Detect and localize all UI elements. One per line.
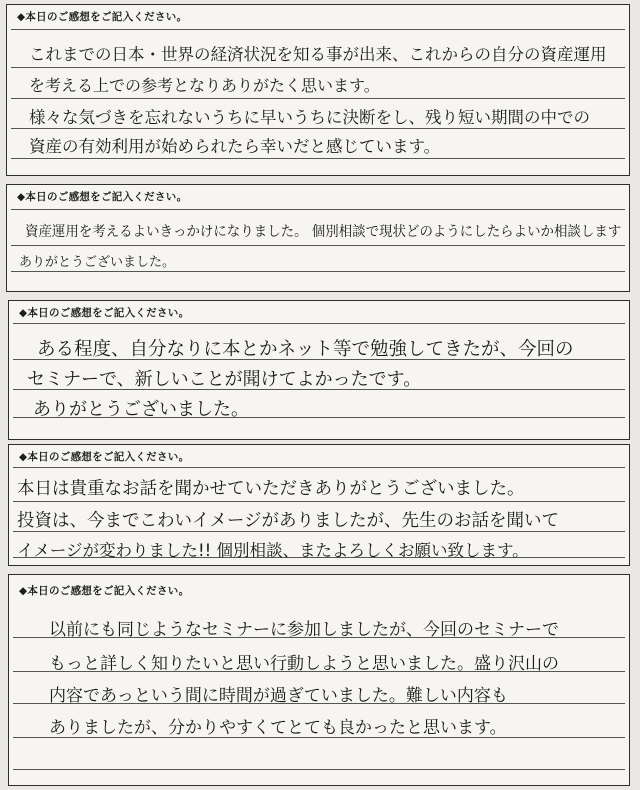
feedback-card-1: [6, 4, 630, 176]
handwritten-line: ある程度、自分なりに本とかネット等で勉強してきたが、今回の: [37, 339, 574, 360]
feedback-card-5: [8, 574, 630, 786]
handwritten-line: 以前にも同じようなセミナーに参加しましたが、今回のセミナーで: [49, 620, 559, 640]
handwritten-line: 資産運用を考えるよいきっかけになりました。 個別相談で現状どのようにしたらよいか相談します: [25, 224, 622, 240]
handwritten-line: これまでの日本・世界の経済状況を知る事が出来、これからの自分の資産運用: [29, 45, 607, 64]
handwritten-line: ありがとうございました。: [19, 255, 176, 270]
card-prompt: ◆本日のご感想をご記入ください。: [19, 451, 190, 463]
handwritten-line: 本日は貴重なお話を聞かせていただきありがとうございました。: [17, 479, 525, 499]
card-prompt: ◆本日のご感想をご記入ください。: [17, 11, 188, 23]
handwritten-line: ありがとうございました。: [33, 399, 249, 420]
ruled-line: [11, 128, 625, 129]
card-prompt: ◆本日のご感想をご記入ください。: [19, 307, 190, 319]
handwritten-line: 様々な気づきを忘れないうちに早いうちに決断をし、残り短い期間の中での: [29, 108, 590, 127]
card-prompt: ◆本日のご感想をご記入ください。: [19, 585, 190, 597]
ruled-line: [11, 271, 625, 272]
handwritten-line: を考える上での参考となりありがたく思います。: [29, 76, 380, 95]
handwritten-line: セミナーで、新しいことが聞けてよかったです。: [27, 369, 422, 390]
ruled-line: [11, 245, 625, 246]
feedback-card-2: [6, 184, 630, 292]
feedback-card-4: [8, 444, 630, 566]
handwritten-line: イメージが変わりました!! 個別相談、またよろしくお願い致します。: [17, 541, 529, 560]
handwritten-line: もっと詳しく知りたいと思い行動しようと思いました。盛り沢山の: [49, 654, 559, 674]
ruled-line: [11, 209, 625, 210]
ruled-line: [13, 769, 625, 770]
handwritten-line: 投資は、今までこわいイメージがありましたが、先生のお話を聞いて: [17, 511, 559, 531]
feedback-card-3: [8, 300, 630, 440]
handwritten-line: ありましたが、分かりやすくてとても良かったと思います。: [49, 718, 507, 738]
handwritten-line: 内容であっという間に時間が過ぎていました。難しい内容も: [49, 686, 508, 706]
ruled-line: [11, 98, 625, 99]
ruled-line: [13, 467, 625, 468]
handwritten-line: 資産の有効利用が始められたら幸いだと感じています。: [29, 137, 441, 156]
ruled-line: [11, 158, 625, 159]
ruled-line: [11, 67, 625, 68]
ruled-line: [13, 323, 625, 324]
ruled-line: [13, 501, 625, 502]
card-prompt: ◆本日のご感想をご記入ください。: [17, 191, 188, 203]
ruled-line: [11, 29, 625, 30]
